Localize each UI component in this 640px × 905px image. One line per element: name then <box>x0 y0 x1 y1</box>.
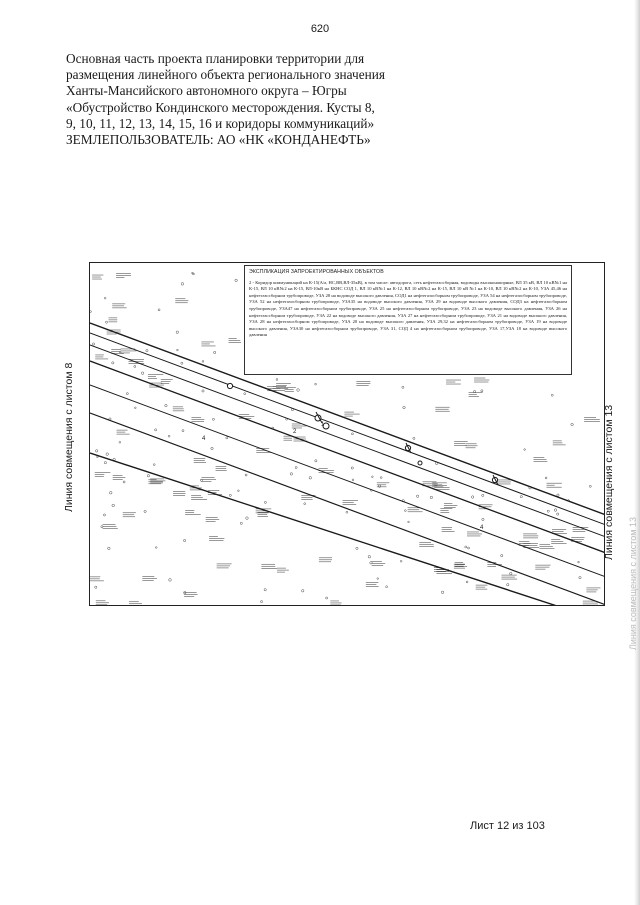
vegetation-dot <box>200 479 202 481</box>
vegetation-dot <box>260 601 262 603</box>
marsh-symbol <box>586 588 600 592</box>
marsh-symbol <box>90 577 104 581</box>
marsh-symbol <box>95 355 108 359</box>
vegetation-dot <box>134 365 136 367</box>
page-number: 620 <box>310 23 330 35</box>
vegetation-dot <box>240 522 242 524</box>
vegetation-dot <box>372 476 374 478</box>
marsh-symbol <box>372 561 385 565</box>
marsh-symbol <box>112 304 126 308</box>
vegetation-dot <box>380 477 382 479</box>
marsh-symbol <box>546 483 561 487</box>
marsh-symbol <box>476 585 488 589</box>
vegetation-dot <box>168 435 170 437</box>
vegetation-dot <box>155 547 157 549</box>
valve-marker <box>227 383 232 388</box>
marsh-symbol <box>356 382 370 386</box>
vegetation-dot <box>304 503 306 505</box>
vegetation-dot <box>356 547 358 549</box>
vegetation-dot <box>377 578 379 580</box>
vegetation-dot <box>557 513 559 515</box>
vegetation-dot <box>290 473 292 475</box>
marsh-symbol <box>535 565 550 569</box>
vegetation-dot <box>524 449 526 451</box>
map-marker-label: 4 <box>480 525 484 531</box>
vegetation-dot <box>402 386 404 388</box>
vegetation-dot <box>141 372 143 374</box>
vegetation-dot <box>169 579 172 582</box>
marsh-symbol <box>584 418 600 422</box>
valve-marker <box>418 461 422 465</box>
explication-body: 2 - Коридор коммуникаций на К-15(А/а, НС,ВВ,ВЛ-35кВ), в том числе: автодорога, сеть нефтегазосборная, водоводы высоконапорные, ВЛ 35 кВ, ВЛ 10 кВ№1 на К-15, ВЛ 10 кВ№2 на К-15, ВЛ-10кВ на БКНС СОД 1, ВЛ 10 кВ№1 на К-12, ВЛ 10 кВ№2 на К-15, ВЛ 10 кВ №1 на К-10, ВЛ 10 кВ№2 на К-10, УЗА 45,46 на нефтегазосборном трубопроводе, УЗА 28 на водоводе высокого давления, СОД1 на нефтегазосборном трубопроводе, УЗА 54 на нефтегазосборном трубопроводе, УЗА 52 на нефтегазосборном трубопроводе, УЗА35 на водоводе высокого давления, УЗА 29 на водоводе высокого давления, СОД3 на нефтегазосборном трубопроводе, УЗА47 на нефтегазосборном трубопроводе, УЗА 25 на нефтегазосборном трубопроводе, УЗА 23 на водоводе высокого давления, УЗА 26 на нефтегазосборном трубопроводе, УЗА 22 на водоводе высокого давления, УЗА 27 на нефтегазосборном трубопроводе, УЗА 21 на водоводе высокого давления, УЗА 28 на нефтегазосборном трубопроводе, УЗА 20 на водоводе высокого давления, УЗА 29,32 на нефтегазосборном трубопроводе, УЗА 19 на водоводе высокого давления, УЗА30 на нефтегазосборном трубопроводе, УЗА 31, СОД 4 на нефтегазосборном трубопроводе, УЗА 17,УЗА 18 на водоводе высокого давления <box>249 279 567 338</box>
marsh-symbol <box>95 473 111 477</box>
vegetation-dot <box>202 361 204 363</box>
marsh-symbol <box>319 558 332 562</box>
vegetation-dot <box>105 321 107 323</box>
vegetation-dot <box>226 437 228 439</box>
vegetation-dot <box>589 485 591 487</box>
vegetation-dot <box>181 362 183 364</box>
vegetation-dot <box>119 441 121 443</box>
marsh-symbol <box>175 299 188 303</box>
vegetation-dot <box>547 510 549 512</box>
marsh-symbol <box>523 534 538 538</box>
marsh-symbol <box>129 602 142 606</box>
vegetation-dot <box>482 518 484 520</box>
marsh-symbol <box>217 564 232 568</box>
vegetation-dot <box>104 462 106 464</box>
marsh-symbol <box>377 483 390 487</box>
marsh-symbol <box>344 412 359 416</box>
marsh-symbol <box>330 601 341 605</box>
vegetation-dot <box>416 495 418 497</box>
marsh-symbol <box>229 338 241 342</box>
vegetation-dot <box>326 597 328 599</box>
marsh-symbol <box>261 564 277 568</box>
marsh-symbol <box>553 441 566 445</box>
vegetation-dot <box>507 584 509 586</box>
vegetation-dot <box>95 586 97 588</box>
map-marker-label: 1 <box>321 422 325 428</box>
marsh-symbol <box>440 509 452 513</box>
land-user-line: ЗЕМЛЕПОЛЬЗОВАТЕЛЬ: АО «НК «КОНДАНЕФТЬ» <box>66 132 371 148</box>
marsh-symbol <box>444 503 457 507</box>
marsh-symbol <box>173 492 185 496</box>
vegetation-dot <box>481 390 483 392</box>
marsh-symbol <box>419 542 434 546</box>
marsh-symbol <box>185 511 201 515</box>
marsh-symbol <box>161 380 173 384</box>
marsh-symbol <box>117 430 130 434</box>
vegetation-dot <box>244 393 246 395</box>
road-line <box>90 361 605 553</box>
vegetation-dot <box>315 383 317 385</box>
vegetation-dot <box>276 379 278 381</box>
marsh-symbol <box>92 275 103 279</box>
vegetation-dot <box>147 475 149 477</box>
marsh-symbol <box>469 393 483 397</box>
vegetation-dot <box>134 407 136 409</box>
vegetation-dot <box>465 546 467 548</box>
vegetation-dot <box>211 447 213 449</box>
title-line: 9, 10, 11, 12, 13, 14, 15, 16 и коридоры коммуникаций» <box>66 115 375 131</box>
title-line: Основная часть проекта планировки территории для <box>66 51 365 66</box>
power-line <box>90 413 605 605</box>
vegetation-dot <box>315 460 317 462</box>
marsh-symbol <box>446 380 461 384</box>
junction-line-label-faint: Линия совмещения с листом 13 <box>628 517 638 650</box>
marsh-symbol <box>432 483 447 487</box>
marsh-symbol <box>194 459 206 463</box>
vegetation-dot <box>109 491 112 494</box>
marsh-symbol <box>276 384 291 388</box>
vegetation-dot <box>146 349 148 351</box>
vegetation-dot <box>155 429 157 431</box>
vegetation-dot <box>165 404 167 406</box>
vegetation-dot <box>176 331 178 333</box>
marsh-symbol <box>285 388 296 392</box>
marsh-symbol <box>96 601 109 605</box>
vegetation-dot <box>302 590 304 592</box>
vegetation-dot <box>403 406 405 408</box>
vegetation-dot <box>579 576 581 578</box>
map-marker-label: 2 <box>293 429 297 435</box>
marsh-symbol <box>201 342 215 346</box>
marsh-symbol <box>501 575 517 579</box>
explication-heading: ЭКСПЛИКАЦИЯ ЗАПРОЕКТИРОВАННЫХ ОБЪЕКТОВ <box>249 269 384 275</box>
vegetation-dot <box>467 547 469 549</box>
vegetation-dot <box>551 394 553 396</box>
marsh-symbol <box>113 475 126 479</box>
corridor-boundary <box>90 453 560 606</box>
vegetation-dot <box>246 517 249 520</box>
vegetation-dot <box>386 586 388 588</box>
vegetation-dot <box>441 591 443 593</box>
vegetation-dot <box>352 479 354 481</box>
marsh-symbol <box>552 530 567 534</box>
vegetation-dot <box>554 509 556 511</box>
junction-line-label-left: Линия совмещения с листом 8 <box>63 362 75 512</box>
vegetation-dot <box>557 494 559 496</box>
vegetation-dot <box>202 390 204 392</box>
marsh-symbol <box>191 417 204 421</box>
vegetation-dot <box>400 560 402 562</box>
marsh-symbol <box>209 536 224 540</box>
vegetation-dot <box>112 504 115 507</box>
vegetation-dot <box>123 481 125 483</box>
vegetation-dot <box>370 562 372 564</box>
marsh-symbol <box>533 457 547 461</box>
marsh-symbol <box>474 378 489 382</box>
junction-line-label-right: Линия совмещения с листом 13 <box>603 404 615 560</box>
vegetation-dot <box>346 511 348 513</box>
vegetation-dot <box>351 467 353 469</box>
vegetation-dot <box>578 561 580 563</box>
vegetation-dot <box>108 547 110 549</box>
vegetation-dot <box>471 496 473 498</box>
vegetation-dot <box>571 423 573 425</box>
map-marker-label: 4 <box>202 436 206 442</box>
sheet-counter: Лист 12 из 103 <box>470 820 545 832</box>
vegetation-dot <box>264 501 266 503</box>
vegetation-dot <box>103 514 105 516</box>
marsh-symbol <box>277 568 289 572</box>
vegetation-dot <box>112 362 114 364</box>
vegetation-dot <box>104 297 106 299</box>
vegetation-dot <box>404 510 406 512</box>
marsh-symbol <box>142 576 157 580</box>
marsh-symbol <box>206 518 220 522</box>
vegetation-dot <box>520 496 522 498</box>
marsh-symbol <box>496 480 511 484</box>
vegetation-dot <box>106 453 109 456</box>
vegetation-dot <box>182 430 184 432</box>
vegetation-dot <box>229 494 231 496</box>
marsh-symbol <box>342 500 358 504</box>
marsh-symbol <box>467 532 482 536</box>
vegetation-dot <box>212 418 214 420</box>
title-line: «Обустройство Кондинского месторождения. Кусты 8, <box>66 99 375 115</box>
vegetation-dot <box>153 464 155 466</box>
vegetation-dot <box>119 351 121 353</box>
marsh-symbol <box>148 375 163 379</box>
vegetation-dot <box>238 490 240 492</box>
marsh-symbol <box>216 467 227 471</box>
vegetation-dot <box>482 494 484 496</box>
vegetation-dot <box>177 349 179 351</box>
vegetation-dot <box>408 521 410 523</box>
marsh-symbol <box>539 544 554 548</box>
vegetation-dot <box>295 467 297 469</box>
vegetation-dot <box>158 309 160 311</box>
marsh-symbol <box>103 524 118 528</box>
marsh-symbol <box>442 528 455 532</box>
marsh-symbol <box>109 318 118 322</box>
vegetation-dot <box>144 510 146 512</box>
marsh-symbol <box>173 407 184 411</box>
marsh-symbol <box>202 478 217 482</box>
vegetation-dot <box>95 450 97 452</box>
marsh-symbol <box>123 513 136 517</box>
marsh-symbol <box>435 407 449 411</box>
vegetation-dot <box>430 496 432 498</box>
vegetation-dot <box>126 393 128 395</box>
scan-edge <box>634 0 640 905</box>
vegetation-dot <box>235 279 237 281</box>
marsh-symbol <box>551 539 566 543</box>
vegetation-dot <box>181 283 184 286</box>
vegetation-dot <box>90 311 91 313</box>
vegetation-dot <box>245 474 247 476</box>
marsh-symbol <box>283 436 292 440</box>
title-line: Ханты-Мансийского автономного округа – Югры <box>66 83 347 99</box>
vegetation-dot <box>264 589 266 591</box>
vegetation-dot <box>501 554 503 556</box>
vegetation-dot <box>368 555 371 558</box>
vegetation-dot <box>297 389 300 392</box>
explication-table <box>244 265 572 375</box>
marsh-symbol <box>366 583 379 587</box>
vegetation-dot <box>413 437 415 439</box>
vegetation-dot <box>309 477 311 479</box>
vegetation-dot <box>183 539 185 541</box>
vegetation-dot <box>466 581 468 583</box>
marsh-symbol <box>466 444 478 448</box>
vegetation-dot <box>214 351 216 353</box>
vegetation-dot <box>510 572 512 574</box>
title-line: размещения линейного объекта регионального значения <box>66 67 385 83</box>
vegetation-dot <box>351 433 353 435</box>
document-title <box>66 51 386 148</box>
vegetation-dot <box>545 477 547 479</box>
marsh-symbol <box>191 496 207 500</box>
vegetation-dot <box>93 343 95 345</box>
marsh-symbol <box>116 274 131 278</box>
